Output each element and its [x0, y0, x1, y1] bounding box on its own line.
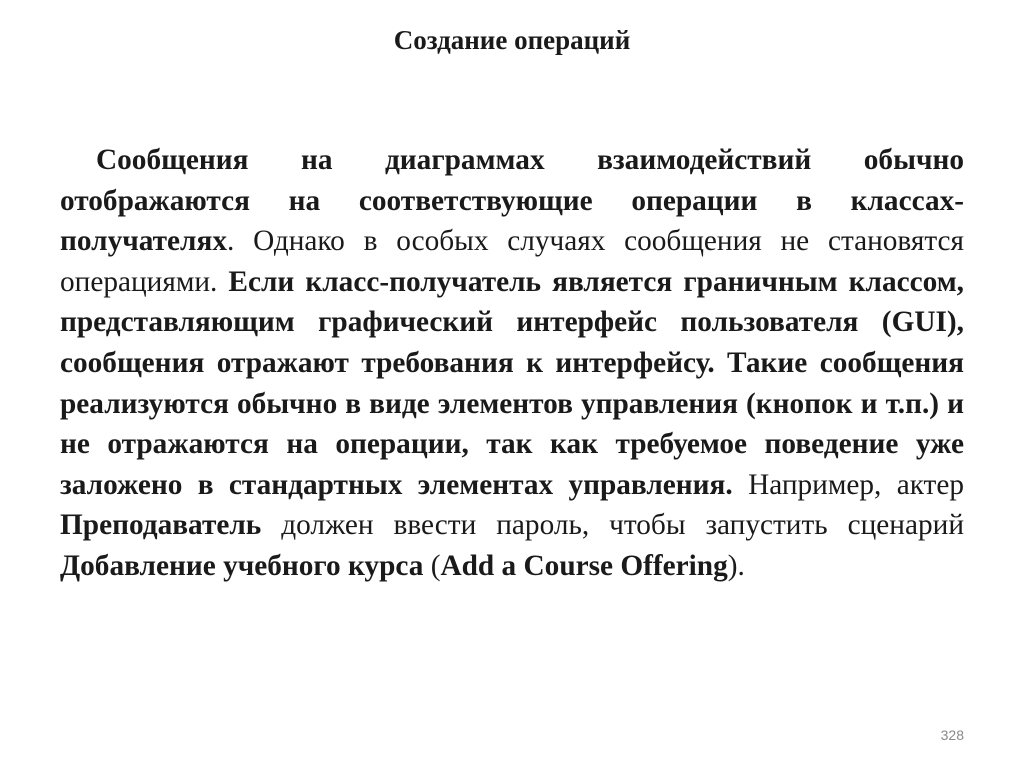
text-bold-teacher: Преподаватель: [60, 509, 262, 542]
text-bold-scenario: Добавление учебного курса: [60, 549, 424, 582]
text-plain-4: (: [423, 549, 441, 582]
page-number: 328: [940, 727, 964, 743]
text-plain-5: ).: [727, 549, 745, 582]
text-plain-2: Например, актер: [732, 468, 965, 501]
text-plain-1: . Однако в особых случаях сообщения не становятся операциями.: [60, 225, 964, 298]
slide-title: Создание операций: [393, 25, 631, 55]
text-bold-2: Если класс-получатель является граничным классом, представляющим графический интерфейс пользователя (GUI), сообщения отражают требования к интерфейсу. Такие сообщения реализуются обычно в виде элементов управления (кнопок и т.п.) и не отражаются на операции, так как требуемое поведение уже заложено в стандартных элементах управления.: [60, 265, 964, 501]
text-plain-3: должен ввести пароль, чтобы запустить сценарий: [261, 509, 964, 542]
text-bold-scenario-en: Add a Course Offering: [440, 549, 728, 582]
text-bold-1: Сообщения на диаграммах взаимодействий обычно отображаются на соответствующие операции в классах-получателях: [60, 144, 964, 258]
body-paragraph: [60, 140, 964, 587]
